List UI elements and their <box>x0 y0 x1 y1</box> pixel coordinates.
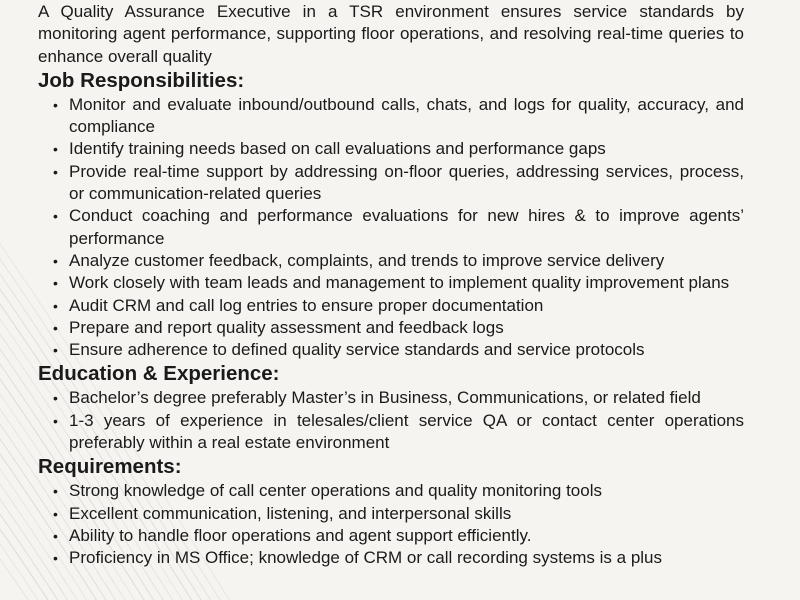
list-item <box>38 295 744 317</box>
list-item-text: Ensure adherence to defined quality service standards and service protocols <box>69 340 645 360</box>
list-item <box>38 547 744 569</box>
list-item <box>38 250 744 272</box>
list-item <box>38 138 744 160</box>
list-item <box>38 503 744 525</box>
list-item-text: Bachelor’s degree preferably Master’s in Business, Communications, or related field <box>69 388 701 408</box>
bullet-icon: • <box>53 163 58 180</box>
list-item-text: Identify training needs based on call evaluations and performance gaps <box>69 139 606 159</box>
bullet-icon: • <box>53 96 58 113</box>
bullet-icon: • <box>53 483 58 500</box>
bullet-icon: • <box>53 505 58 522</box>
bullet-icon: • <box>53 208 58 225</box>
section-heading-job-responsibilities: Job Responsibilities: <box>38 68 245 92</box>
list-item-text: Ability to handle floor operations and agent support efficiently. <box>69 525 532 545</box>
list-item-text: Work closely with team leads and management to implement quality improvement plans <box>69 273 730 293</box>
list-item <box>38 161 744 206</box>
bullet-icon: • <box>53 319 58 336</box>
bullet-icon: • <box>53 342 58 359</box>
list-item <box>38 94 744 139</box>
bullet-icon: • <box>53 275 58 292</box>
requirements-list <box>38 480 744 569</box>
education-experience-list <box>38 387 744 454</box>
list-item-text: Proficiency in MS Office; knowledge of CRM or call recording systems is a plus <box>69 548 663 568</box>
list-item <box>38 272 744 294</box>
list-item-text: Conduct coaching and performance evaluations for new hires & to improve agents’ performance <box>69 206 744 248</box>
bullet-icon: • <box>53 252 58 269</box>
list-item-text: Audit CRM and call log entries to ensure proper documentation <box>69 295 544 315</box>
list-item <box>38 480 744 502</box>
job-responsibilities-list <box>38 94 744 362</box>
list-item <box>38 525 744 547</box>
section-heading-education-experience: Education & Experience: <box>38 362 280 386</box>
job-description-document <box>38 1 744 570</box>
section-heading-requirements: Requirements: <box>38 455 182 479</box>
list-item-text: Excellent communication, listening, and interpersonal skills <box>69 503 512 523</box>
bullet-icon: • <box>53 390 58 407</box>
list-item <box>38 387 744 409</box>
list-item <box>38 339 744 361</box>
list-item-text: Prepare and report quality assessment and feedback logs <box>69 317 504 337</box>
bullet-icon: • <box>53 550 58 567</box>
bullet-icon: • <box>53 141 58 158</box>
bullet-icon: • <box>53 412 58 429</box>
list-item-text: Monitor and evaluate inbound/outbound calls, chats, and logs for quality, accuracy, and compliance <box>69 94 744 137</box>
list-item <box>38 205 744 250</box>
list-item <box>38 410 744 455</box>
intro-paragraph: A Quality Assurance Executive in a TSR environment ensures service standards by monitoring agent performance, supporting floor operations, and resolving real-time queries to enhance overall quality <box>38 2 744 66</box>
list-item <box>38 317 744 339</box>
bullet-icon: • <box>53 527 58 544</box>
bullet-icon: • <box>53 297 58 314</box>
list-item-text: 1-3 years of experience in telesales/client service QA or contact center operations preferably within a real estate environment <box>69 410 744 453</box>
list-item-text: Provide real-time support by addressing on-floor queries, addressing services, process, or communication-related queries <box>69 161 744 204</box>
list-item-text: Strong knowledge of call center operations and quality monitoring tools <box>69 481 602 501</box>
list-item-text: Analyze customer feedback, complaints, and trends to improve service delivery <box>69 250 665 270</box>
